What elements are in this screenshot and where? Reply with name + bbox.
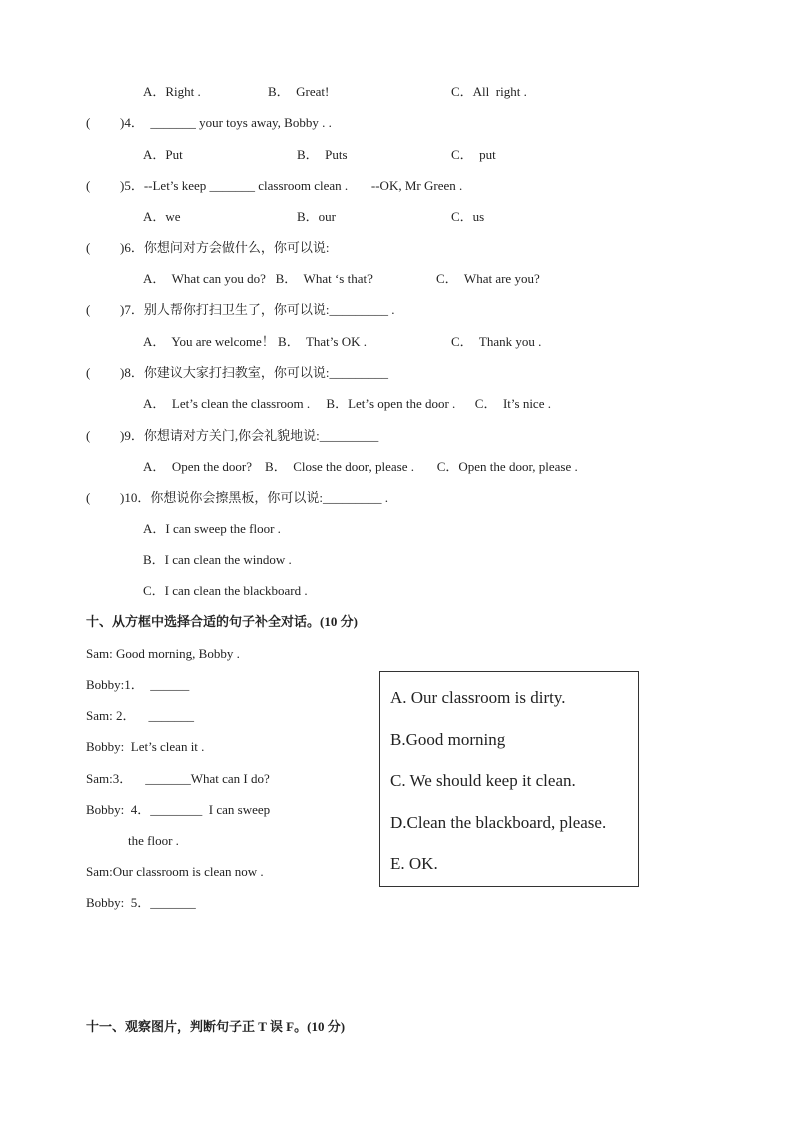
- q8-paren: (: [86, 365, 91, 380]
- answer-box: [379, 671, 639, 887]
- dialogue-line: Bobby: Let’s clean it .: [86, 739, 205, 754]
- q7-stem: )7．别人帮你打扫卫生了，你可以说:_________ .: [120, 302, 395, 317]
- q6-stem: )6．你想问对方会做什么，你可以说:: [120, 240, 330, 255]
- dialogue-line: Bobby: 5．_______: [86, 895, 196, 910]
- q9-paren: (: [86, 428, 91, 443]
- q10-option-a: A．I can sweep the floor .: [143, 521, 281, 536]
- section10-heading: 十、从方框中选择合适的句子补全对话。(10 分): [86, 614, 358, 629]
- q7-option-c: C． Thank you .: [451, 334, 542, 349]
- dialogue-line: Sam:Our classroom is clean now .: [86, 864, 264, 879]
- q5-stem: )5．--Let’s keep _______ classroom clean . --OK, Mr Green .: [120, 178, 463, 193]
- q4-option-b: B． Puts: [297, 147, 348, 162]
- q9-stem: )9．你想请对方关门,你会礼貌地说:_________: [120, 428, 379, 443]
- q3-option-b: B． Great!: [268, 84, 330, 99]
- q5-option-c: C．us: [451, 209, 485, 224]
- q4-stem: )4． _______ your toys away, Bobby . .: [120, 115, 332, 130]
- q4-option-a: A．Put: [143, 147, 183, 162]
- dialogue-line: Sam:3． _______What can I do?: [86, 771, 270, 786]
- q7-option-ab: A． You are welcome！ B． That’s OK .: [143, 334, 367, 349]
- q4-option-c: C． put: [451, 147, 496, 162]
- dialogue-line: Sam: Good morning, Bobby .: [86, 646, 240, 661]
- q8-stem: )8．你建议大家打扫教室，你可以说:_________: [120, 365, 388, 380]
- q10-option-c: C．I can clean the blackboard .: [143, 583, 308, 598]
- box-option-c: C. We should keep it clean.: [390, 771, 576, 790]
- q5-option-a: A．we: [143, 209, 181, 224]
- dialogue-line: Bobby: 4．________ I can sweep: [86, 802, 271, 817]
- q5-paren: (: [86, 178, 91, 193]
- q3-option-c: C．All right .: [451, 84, 527, 99]
- q5-option-b: B．our: [297, 209, 337, 224]
- q9-options: A． Open the door? B． Close the door, please . C．Open the door, please .: [143, 459, 578, 474]
- q10-stem: )10．你想说你会擦黑板，你可以说:_________ .: [120, 490, 388, 505]
- section11-heading: 十一、观察图片，判断句子正 T 误 F。(10 分): [86, 1019, 346, 1034]
- dialogue-line: Bobby:1． ______: [86, 677, 190, 692]
- dialogue-line: the floor .: [128, 833, 179, 848]
- q6-option-ab: A． What can you do? B． What ‘s that?: [143, 271, 373, 286]
- dialogue-line: Sam: 2． _______: [86, 708, 194, 723]
- box-option-e: E. OK.: [390, 854, 438, 873]
- q10-paren: (: [86, 490, 91, 505]
- box-option-d: D.Clean the blackboard, please.: [390, 813, 607, 832]
- q3-option-a: A．Right .: [143, 84, 201, 99]
- box-option-b: B.Good morning: [390, 730, 506, 749]
- q6-paren: (: [86, 240, 91, 255]
- q7-paren: (: [86, 302, 91, 317]
- box-option-a: A. Our classroom is dirty.: [390, 688, 566, 707]
- q10-option-b: B．I can clean the window .: [143, 552, 292, 567]
- q4-paren: (: [86, 115, 91, 130]
- q6-option-c: C． What are you?: [436, 271, 540, 286]
- q8-options: A． Let’s clean the classroom . B．Let’s open the door . C． It’s nice .: [143, 396, 551, 411]
